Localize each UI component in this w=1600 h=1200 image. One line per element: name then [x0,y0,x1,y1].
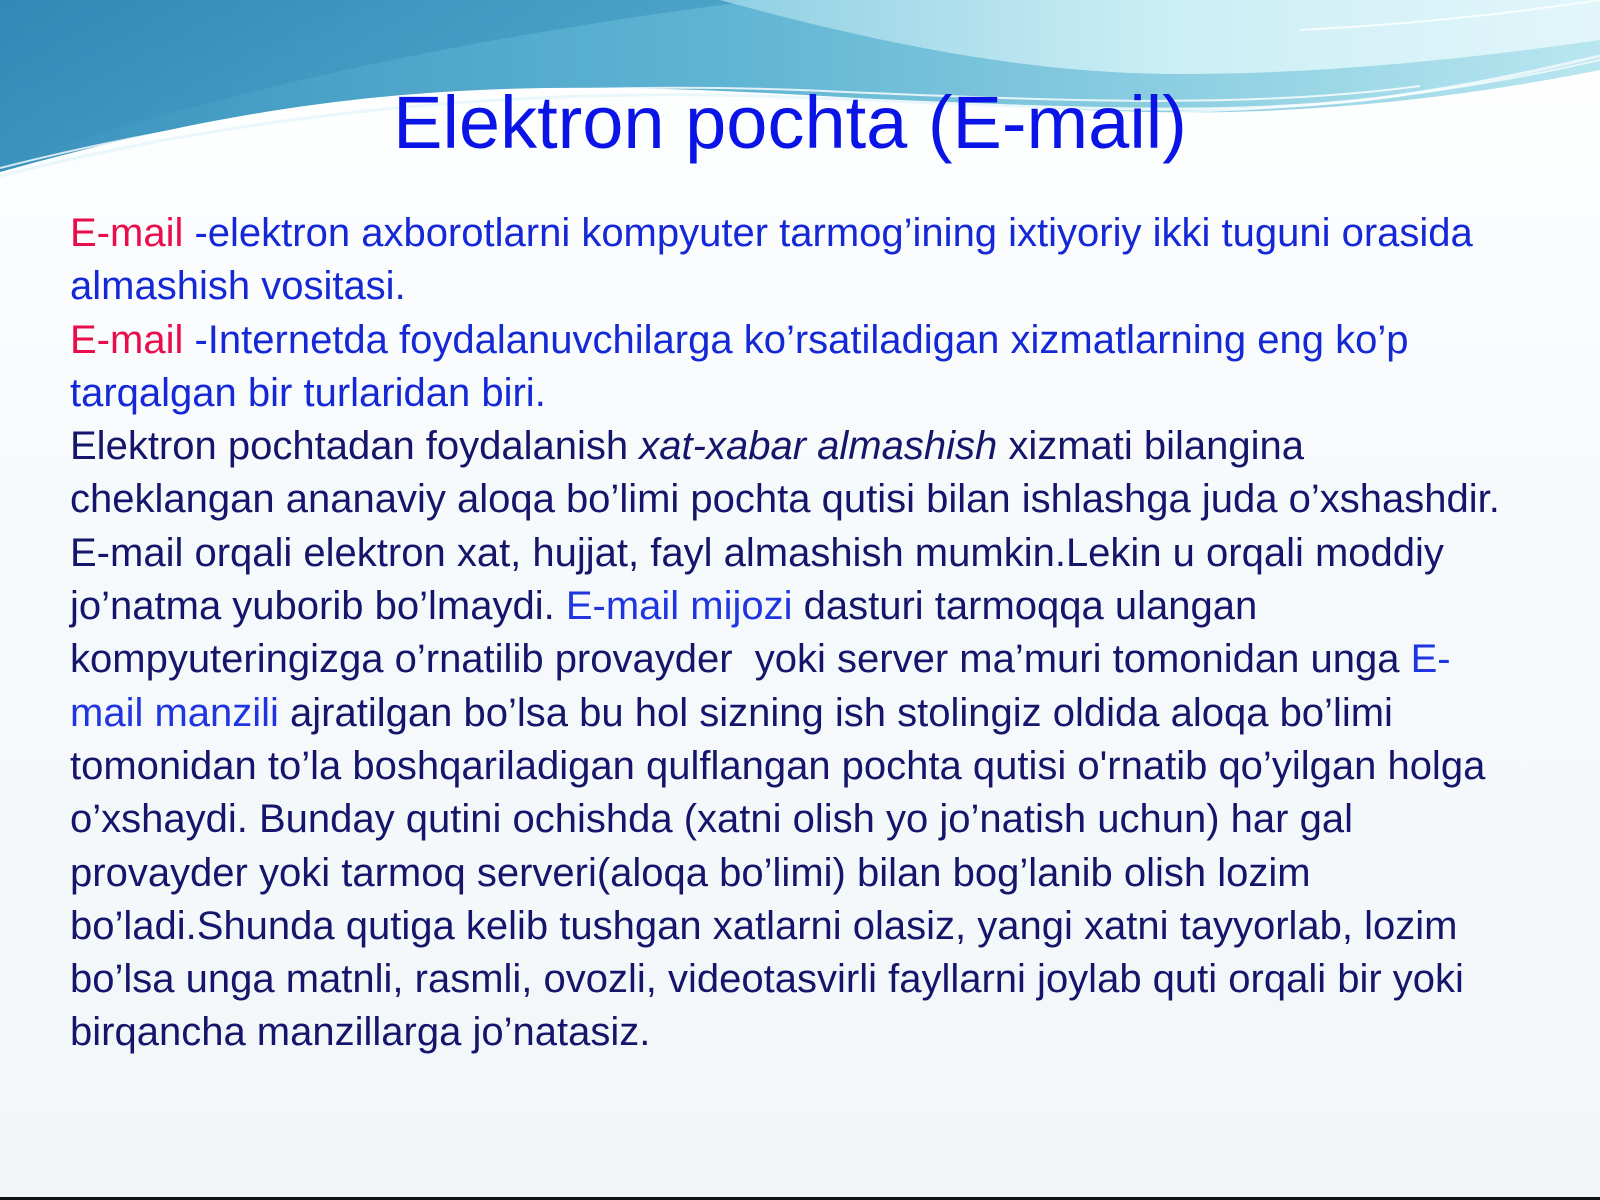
definition-2-text: -Internetda foydalanuvchilarga ko’rsatiladigan xizmatlarning eng ko’p tarqalgan bir turlaridan biri. [70,317,1420,415]
slide-title: Elektron pochta (E-mail) [393,81,1187,164]
body-text-part-2: xizmati bilangina cheklangan ananaviy aloqa bo’limi pochta qutisi bilan ishlashga juda o’xshashdir. E-mail orqali elektron xat, hujjat, fayl almashish mumkin.Lekin u orqali moddiy jo’natma yuborib bo’lmaydi. [70,424,1511,629]
definition-1-term: E-mail [70,211,184,255]
body-text-part-1: Elektron pochtadan foydalanish [70,424,640,469]
email-address-term: E-mail manzili [70,637,1451,735]
body-italic-phrase: xat-xabar almashish [639,424,998,469]
definition-1-text: -elektron axborotlarni kompyuter tarmog’ining ixtiyoriy ikki tuguni orasida almashish vositasi. [70,211,1484,309]
email-client-term: E-mail mijozi [565,584,793,629]
body-text-part-4: ajratilgan bo’lsa bu hol sizning ish stolingiz oldida aloqa bo’limi tomonidan to’la boshqariladigan qulflangan pochta qutisi o'rnatib qo’yilgan holga o’xshaydi. Bunday qutini ochishda (xatni olish yo jo’natish uchun) har gal provayder yoki tarmoq serveri(aloqa bo’limi) bilan bog’lanib olish lozim bo’ladi.Shunda qutiga kelib tushgan xatlarni olasiz, yangi xatni tayyorlab, lozim bo’lsa unga matnli, rasmli, ovozli, videotasvirli fayllarni joylab quti orqali bir yoki birqancha manzillarga jo’natasiz. [70,690,1497,1055]
body-text-part-3: dasturi tarmoqqa ulangan kompyuteringizga o’rnatilib provayder yoki server ma’muri tomonidan unga [70,584,1411,682]
definition-2-term: E-mail [70,317,184,362]
slide-body-text [70,207,1510,1060]
